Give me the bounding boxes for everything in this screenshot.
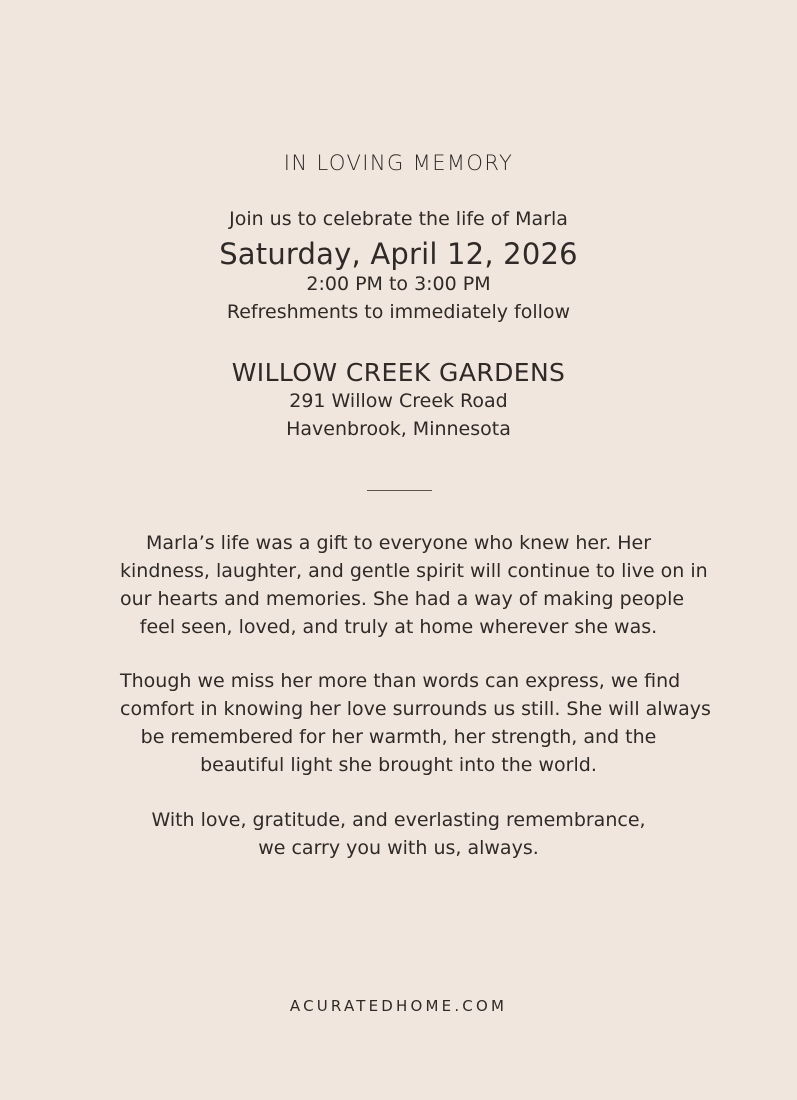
tribute-line: feel seen, loved, and truly at home wherever she was.	[139, 616, 658, 638]
tribute-line: our hearts and memories. She had a way of making people	[120, 588, 685, 610]
service-time: 2:00 PM to 3:00 PM	[306, 273, 491, 295]
closing-line: we carry you with us, always.	[258, 837, 539, 859]
tribute-paragraph-2	[120, 667, 711, 779]
tribute-line: be remembered for her warmth, her strength, and the	[140, 726, 657, 748]
tribute-line: Marla’s life was a gift to everyone who knew her. Her	[145, 532, 652, 554]
celebration-intro: Join us to celebrate the life of Marla	[229, 208, 568, 230]
venue-name: WILLOW CREEK GARDENS	[231, 358, 566, 387]
venue-city: Havenbrook, Minnesota	[286, 418, 511, 440]
closing-line: With love, gratitude, and everlasting remembrance,	[151, 809, 646, 831]
section-divider	[367, 490, 432, 491]
service-date: Saturday, April 12, 2026	[219, 237, 578, 271]
footer-website: ACURATEDHOME.COM	[289, 997, 508, 1015]
tribute-paragraph-1	[120, 529, 708, 641]
venue-street: 291 Willow Creek Road	[289, 390, 508, 412]
tribute-line: comfort in knowing her love surrounds us still. She will always	[120, 698, 711, 720]
refreshments-note: Refreshments to immediately follow	[226, 301, 571, 323]
tribute-line: beautiful light she brought into the world.	[200, 754, 597, 776]
tribute-line: Though we miss her more than words can express, we find	[120, 670, 681, 692]
page-title: IN LOVING MEMORY	[283, 151, 514, 175]
tribute-line: kindness, laughter, and gentle spirit will continue to live on in	[120, 560, 708, 582]
closing-message	[120, 806, 677, 862]
